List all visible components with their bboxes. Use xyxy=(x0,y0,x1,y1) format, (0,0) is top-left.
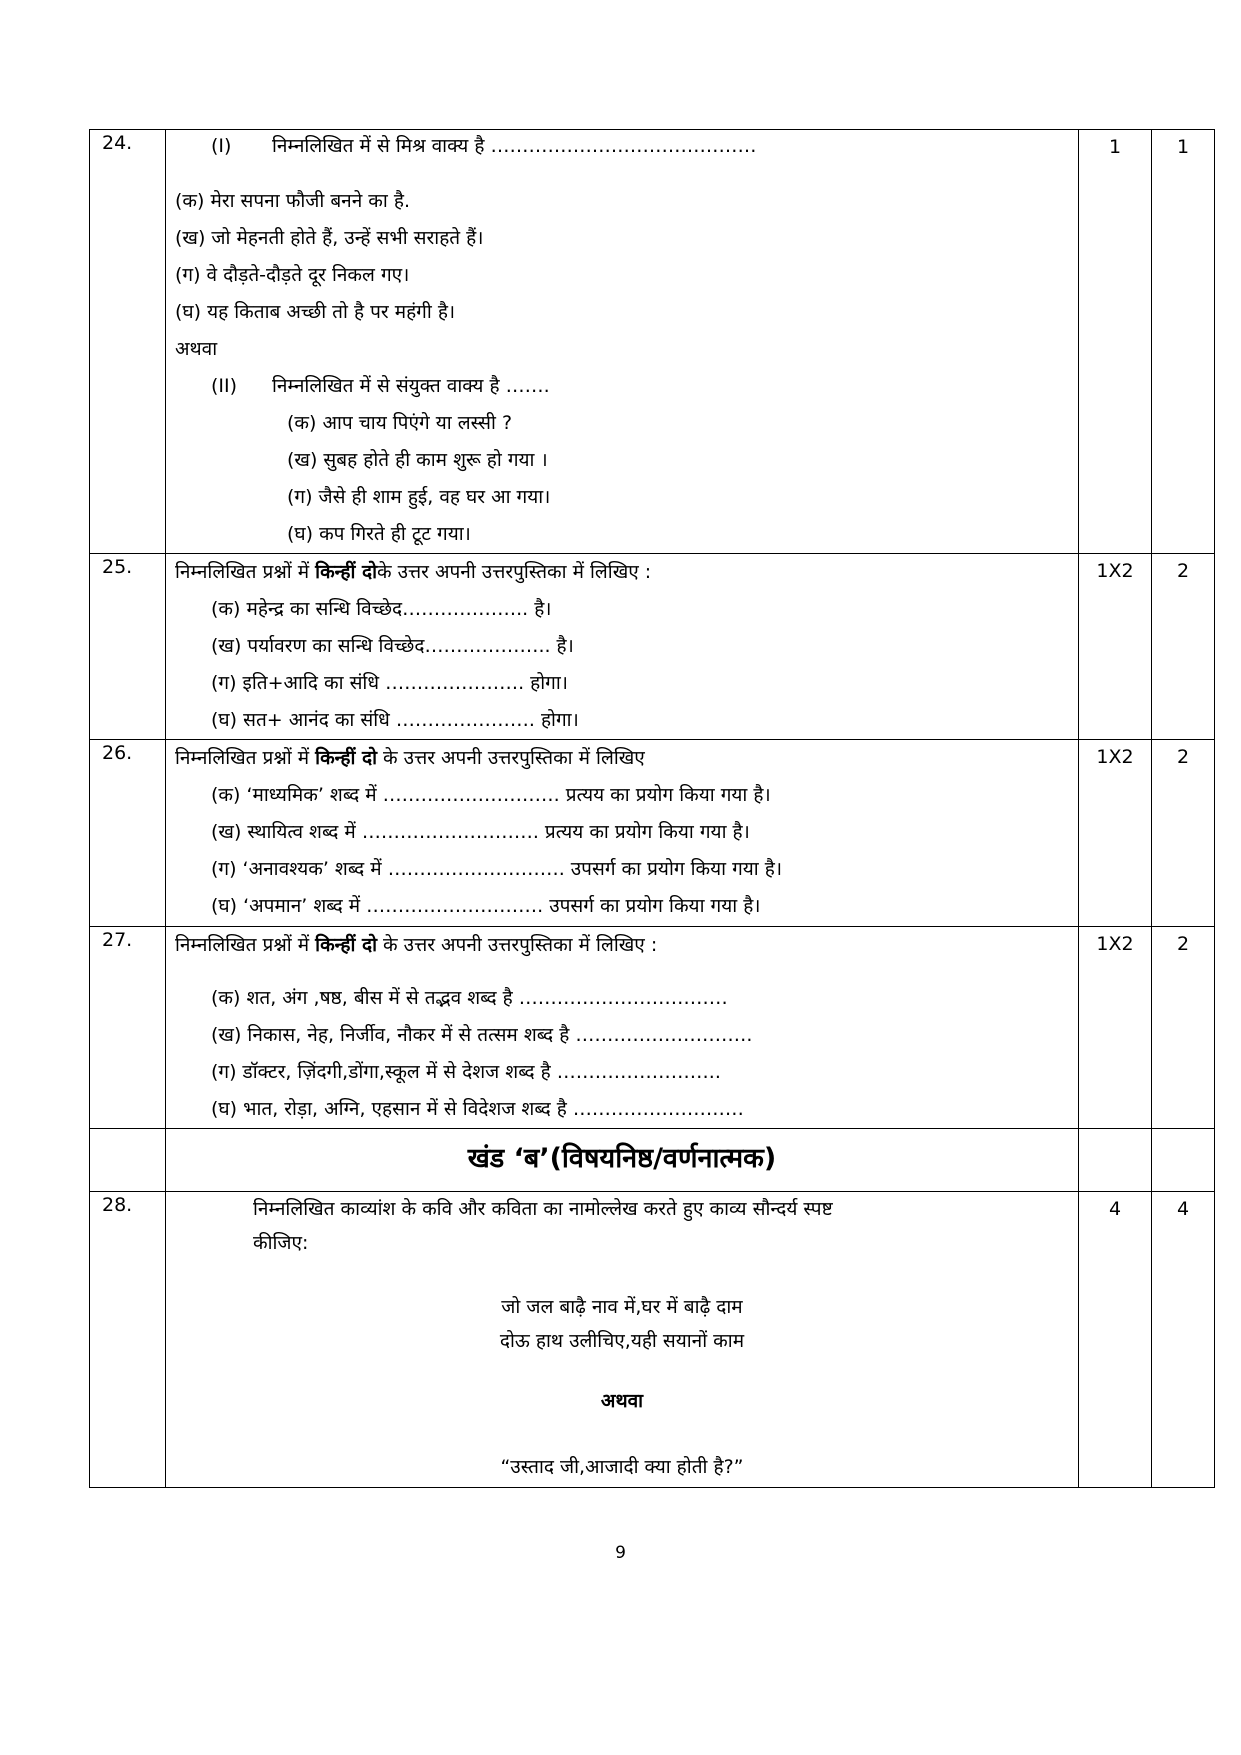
question-row-26 xyxy=(90,740,1215,927)
marks: 1X2 xyxy=(1079,740,1152,927)
question-body xyxy=(166,740,1079,927)
question-row-24 xyxy=(90,130,1215,554)
part-text: निम्नलिखित में से मिश्र वाक्य है …………………………………… xyxy=(272,135,757,157)
section-header-row xyxy=(90,1129,1215,1192)
quote-line: “उस्ताद जी,आजादी क्या होती है?” xyxy=(500,1456,744,1478)
total-marks: 1 xyxy=(1152,130,1215,554)
stem-text: के उत्तर अपनी उत्तरपुस्तिका में लिखिए : xyxy=(377,934,658,956)
section-title: खंड ‘ब’(विषयनिष्ठ/वर्णनात्मक) xyxy=(467,1143,777,1174)
verse-line: दोऊ हाथ उलीचिए,यही सयानों काम xyxy=(499,1330,745,1352)
question-stem xyxy=(166,740,1078,777)
option: (ग) जैसे ही शाम हुई, वह घर आ गया। xyxy=(287,486,551,508)
question-body xyxy=(166,1192,1079,1488)
option: (घ) यह किताब अच्छी तो है पर महंगी है। xyxy=(175,301,456,323)
question-body xyxy=(166,927,1079,1129)
option: (ग) इति+आदि का संधि …………………. होगा। xyxy=(211,672,568,694)
stem-text: निम्नलिखित प्रश्नों में xyxy=(175,747,316,769)
stem-text: निम्नलिखित प्रश्नों में xyxy=(175,934,316,956)
part-label: (I) xyxy=(211,135,232,157)
or-label: अथवा xyxy=(175,338,218,360)
option: (ग) ‘अनावश्यक’ शब्द में ………………………. उपसर्ग का प्रयोग किया गया है। xyxy=(211,858,783,880)
option: (ख) जो मेहनती होते हैं, उन्हें सभी सराहते हैं। xyxy=(175,227,484,249)
option: (ख) निकास, नेह, निर्जीव, नौकर में से तत्सम शब्द है ………………………. xyxy=(211,1024,753,1046)
stem-emphasis: किन्हीं दो xyxy=(315,561,377,583)
empty-cell xyxy=(90,1129,166,1192)
question-stem xyxy=(166,368,1078,405)
option: (ग) डॉक्टर, ज़िंदगी,डोंगा,स्कूल में से देशज शब्द है …………………….. xyxy=(211,1061,721,1083)
marks: 1X2 xyxy=(1079,554,1152,740)
page-number: 9 xyxy=(615,1543,626,1563)
question-row-25 xyxy=(90,554,1215,740)
option: (क) आप चाय पिएंगे या लस्सी ? xyxy=(287,412,513,434)
option: (घ) भात, रोड़ा, अग्नि, एहसान में से विदेशज शब्द है ……………………… xyxy=(211,1098,744,1120)
stem-text: के उत्तर अपनी उत्तरपुस्तिका में लिखिए xyxy=(377,747,645,769)
option: (क) मेरा सपना फौजी बनने का है. xyxy=(175,190,410,212)
question-number: 24. xyxy=(90,130,166,554)
or-label: अथवा xyxy=(600,1390,644,1412)
marks: 1 xyxy=(1079,130,1152,554)
option: (ख) सुबह होते ही काम शुरू हो गया । xyxy=(287,449,548,471)
option: (घ) कप गिरते ही टूट गया। xyxy=(287,523,471,545)
question-table xyxy=(89,129,1215,1488)
stem-emphasis: किन्हीं दो xyxy=(315,747,377,769)
option: (घ) सत+ आनंद का संधि …………………. होगा। xyxy=(211,709,579,731)
section-cell xyxy=(166,1129,1079,1192)
marks: 1X2 xyxy=(1079,927,1152,1129)
stem-text: निम्नलिखित प्रश्नों में xyxy=(175,561,316,583)
empty-cell xyxy=(1152,1129,1215,1192)
empty-cell xyxy=(1079,1129,1152,1192)
question-stem xyxy=(166,128,1078,165)
total-marks: 2 xyxy=(1152,554,1215,740)
stem-text: के उत्तर अपनी उत्तरपुस्तिका में लिखिए : xyxy=(377,561,652,583)
question-number: 26. xyxy=(90,740,166,927)
total-marks: 2 xyxy=(1152,740,1215,927)
part-label: (II) xyxy=(211,375,238,397)
option: (ख) पर्यावरण का सन्धि विच्छेद……………….. है। xyxy=(211,635,574,657)
option: (ख) स्थायित्व शब्द में ………………………. प्रत्यय का प्रयोग किया गया है। xyxy=(211,821,750,843)
option: (क) शत, अंग ,षष्ठ, बीस में से तद्भव शब्द है …………………………… xyxy=(211,987,728,1009)
question-number: 28. xyxy=(90,1192,166,1488)
option: (क) महेन्द्र का सन्धि विच्छेद……………….. है। xyxy=(211,598,552,620)
stem-emphasis: किन्हीं दो xyxy=(315,934,377,956)
question-number: 27. xyxy=(90,927,166,1129)
option: (घ) ‘अपमान’ शब्द में ………………………. उपसर्ग का प्रयोग किया गया है। xyxy=(211,895,761,917)
total-marks: 4 xyxy=(1152,1192,1215,1488)
question-stem xyxy=(166,927,1078,964)
question-stem: निम्नलिखित काव्यांश के कवि और कविता का नामोल्लेख करते हुए काव्य सौन्दर्य स्पष्ट xyxy=(253,1198,833,1220)
option: (क) ‘माध्यमिक’ शब्द में ………………………. प्रत्यय का प्रयोग किया गया है। xyxy=(211,784,771,806)
option: (ग) वे दौड़ते-दौड़ते दूर निकल गए। xyxy=(175,264,410,286)
marks: 4 xyxy=(1079,1192,1152,1488)
total-marks: 2 xyxy=(1152,927,1215,1129)
question-row-27 xyxy=(90,927,1215,1129)
part-text: निम्नलिखित में से संयुक्त वाक्य है ……. xyxy=(272,375,550,397)
question-body xyxy=(166,554,1079,740)
question-row-28 xyxy=(90,1192,1215,1488)
verse-line: जो जल बाढ़ै नाव में,घर में बाढ़ै दाम xyxy=(501,1296,743,1318)
question-number: 25. xyxy=(90,554,166,740)
question-stem xyxy=(166,554,1078,591)
question-body xyxy=(166,130,1079,554)
question-stem: कीजिए: xyxy=(253,1232,309,1254)
